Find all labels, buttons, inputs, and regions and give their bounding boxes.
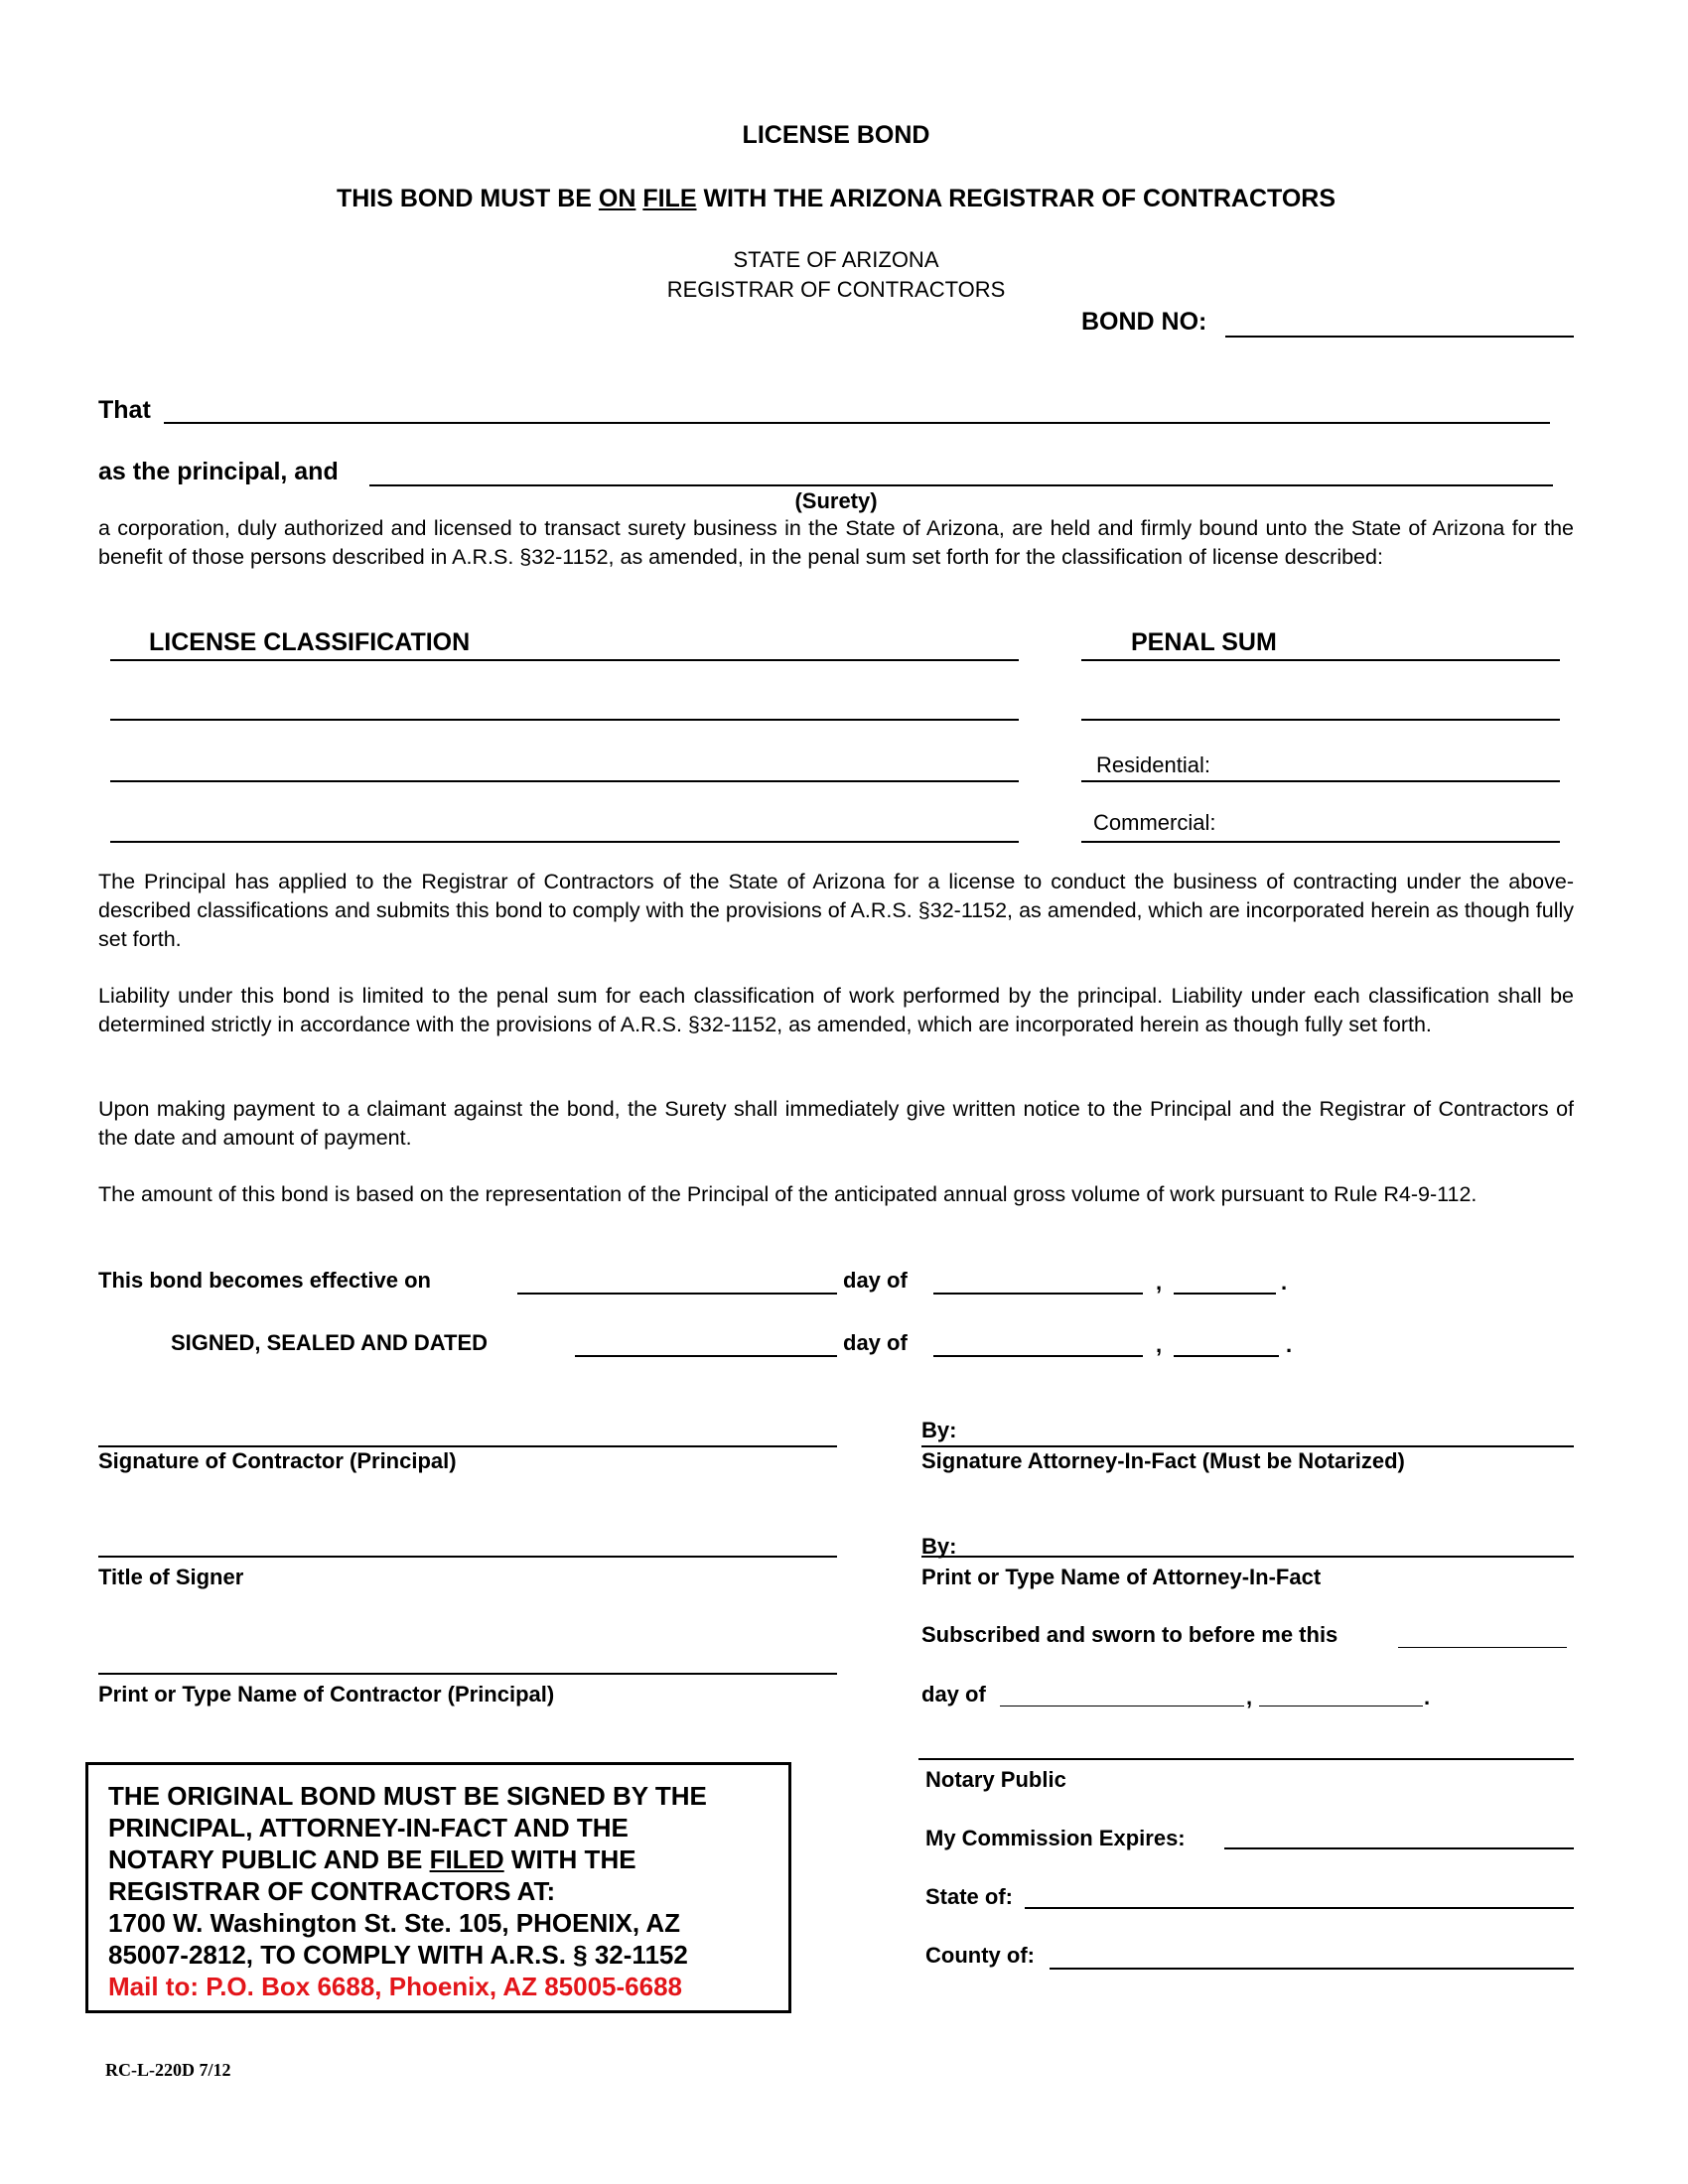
- effective-year-field[interactable]: [1174, 1293, 1276, 1295]
- surety-name-field[interactable]: [369, 484, 1553, 486]
- notice-text-end: WITH THE ARIZONA REGISTRAR OF CONTRACTORS: [696, 185, 1336, 212]
- box-line-4: REGISTRAR OF CONTRACTORS AT:: [108, 1876, 556, 1906]
- signed-day-of: day of: [843, 1330, 908, 1355]
- notary-public-label: Notary Public: [925, 1767, 1066, 1792]
- state-of-label: State of:: [925, 1884, 1013, 1909]
- signed-year-field[interactable]: [1174, 1355, 1279, 1357]
- filed-emphasis: FILED: [429, 1844, 504, 1874]
- subscribed-label: Subscribed and sworn to before me this: [921, 1622, 1338, 1647]
- header-rule-right: [1081, 659, 1560, 661]
- paragraph-liability: Liability under this bond is limited to the penal sum for each classification of work performed by the principal. Liability under each classification shall be determined strictly in accordance with the provisions of A.R.S. §32-1152, as amended, which are incorporated herein as though fully set forth.: [98, 984, 1574, 1036]
- county-of-field[interactable]: [1050, 1968, 1574, 1970]
- paragraph-application: The Principal has applied to the Registrar of Contractors of the State of Arizona for a license to conduct the business of contracting under the above-described classifications and submits this bond to comply with the provisions of A.R.S. §32-1152, as amended, which are incorporated herein as though fully set forth.: [98, 870, 1574, 951]
- box-address-1: 1700 W. Washington St. Ste. 105, PHOENIX, AZ: [108, 1908, 680, 1938]
- notice-file: FILE: [642, 185, 697, 212]
- attorney-name-field[interactable]: [921, 1556, 1574, 1558]
- principal-name-field[interactable]: [164, 422, 1550, 424]
- paragraph-payment: Upon making payment to a claimant against the bond, the Surety shall immediately give written notice to the Principal and the Registrar of Contractors of the date and amount of payment.: [98, 1097, 1574, 1150]
- residential-label: Residential:: [1096, 752, 1210, 777]
- box-address-2: 85007-2812, TO COMPLY WITH A.R.S. § 32-1152: [108, 1940, 688, 1970]
- license-classification-header: LICENSE CLASSIFICATION: [149, 628, 471, 656]
- comma: ,: [1156, 1332, 1163, 1357]
- comma: ,: [1156, 1270, 1163, 1295]
- attorney-name-label: Print or Type Name of Attorney-In-Fact: [921, 1565, 1322, 1589]
- effective-month-field[interactable]: [933, 1293, 1143, 1295]
- notice-text: THIS BOND MUST BE: [336, 185, 599, 212]
- notice-on: ON: [598, 185, 636, 212]
- document-title: LICENSE BOND: [742, 121, 930, 149]
- period: .: [1286, 1332, 1293, 1357]
- state-of-field[interactable]: [1025, 1907, 1574, 1909]
- filing-notice: [337, 187, 1336, 211]
- contractor-signature-field[interactable]: [98, 1445, 837, 1447]
- penal-sum-field-1[interactable]: [1081, 719, 1560, 721]
- bond-no-field[interactable]: [1225, 336, 1574, 338]
- surety-caption: (Surety): [794, 488, 878, 513]
- signed-day-field[interactable]: [575, 1355, 837, 1357]
- signed-sealed-label: SIGNED, SEALED AND DATED: [171, 1330, 489, 1355]
- by-label-1: By:: [921, 1418, 957, 1442]
- classification-field-1[interactable]: [110, 719, 1019, 721]
- commercial-field[interactable]: [1081, 841, 1560, 843]
- attorney-signature-field[interactable]: [921, 1445, 1574, 1447]
- box-line-3-text: NOTARY PUBLIC AND BE: [108, 1844, 430, 1874]
- title-of-signer-label: Title of Signer: [98, 1565, 244, 1589]
- intro-paragraph: a corporation, duly authorized and licensed to transact surety business in the State of Arizona, are held and firmly bound unto the State of Arizona for the benefit of those persons described in A.R.S. §32-1152, as amended, in the penal sum set forth for the classification of license described:: [98, 516, 1574, 569]
- paragraph-amount: The amount of this bond is based on the representation of the Principal of the anticipated annual gross volume of work pursuant to Rule R4-9-112.: [98, 1182, 1477, 1206]
- header-rule-left: [110, 659, 1019, 661]
- notary-day-of: day of: [921, 1682, 986, 1706]
- contractor-signature-label: Signature of Contractor (Principal): [98, 1448, 457, 1473]
- effective-day-field[interactable]: [517, 1293, 837, 1295]
- classification-field-2[interactable]: [110, 780, 1019, 782]
- box-line-3-end: WITH THE: [503, 1844, 636, 1874]
- by-label-2: By:: [921, 1534, 957, 1559]
- form-id: RC-L-220D 7/12: [105, 2060, 231, 2080]
- box-line-3: [108, 1846, 636, 1872]
- title-of-signer-field[interactable]: [98, 1556, 837, 1558]
- penal-sum-header: PENAL SUM: [1131, 628, 1277, 656]
- bond-no-label: BOND NO:: [1081, 308, 1207, 336]
- period: .: [1281, 1270, 1288, 1295]
- commission-expires-field[interactable]: [1224, 1847, 1574, 1849]
- residential-field[interactable]: [1081, 780, 1560, 782]
- contractor-name-label: Print or Type Name of Contractor (Principal): [98, 1682, 555, 1706]
- effective-day-of: day of: [843, 1268, 908, 1293]
- filing-instructions-box: [85, 1762, 791, 2013]
- box-line-2: PRINCIPAL, ATTORNEY-IN-FACT AND THE: [108, 1813, 629, 1843]
- comma: ,: [1246, 1685, 1253, 1709]
- commercial-label: Commercial:: [1093, 810, 1216, 835]
- principal-label: as the principal, and: [98, 458, 339, 485]
- subscribed-day-field[interactable]: [1398, 1647, 1567, 1648]
- box-line-1: THE ORIGINAL BOND MUST BE SIGNED BY THE: [108, 1781, 707, 1811]
- notary-signature-field[interactable]: [918, 1758, 1574, 1760]
- state-heading: STATE OF ARIZONA: [733, 247, 939, 272]
- signed-month-field[interactable]: [933, 1355, 1143, 1357]
- contractor-name-field[interactable]: [98, 1673, 837, 1675]
- commission-label: My Commission Expires:: [925, 1826, 1186, 1850]
- classification-field-3[interactable]: [110, 841, 1019, 843]
- period: .: [1424, 1685, 1431, 1709]
- registrar-heading: REGISTRAR OF CONTRACTORS: [666, 277, 1006, 302]
- attorney-signature-label: Signature Attorney-In-Fact (Must be Notarized): [921, 1448, 1405, 1473]
- mailing-address: Mail to: P.O. Box 6688, Phoenix, AZ 85005-6688: [108, 1972, 683, 2001]
- effective-label: This bond becomes effective on: [98, 1268, 431, 1293]
- that-label: That: [98, 396, 151, 424]
- county-of-label: County of:: [925, 1943, 1035, 1968]
